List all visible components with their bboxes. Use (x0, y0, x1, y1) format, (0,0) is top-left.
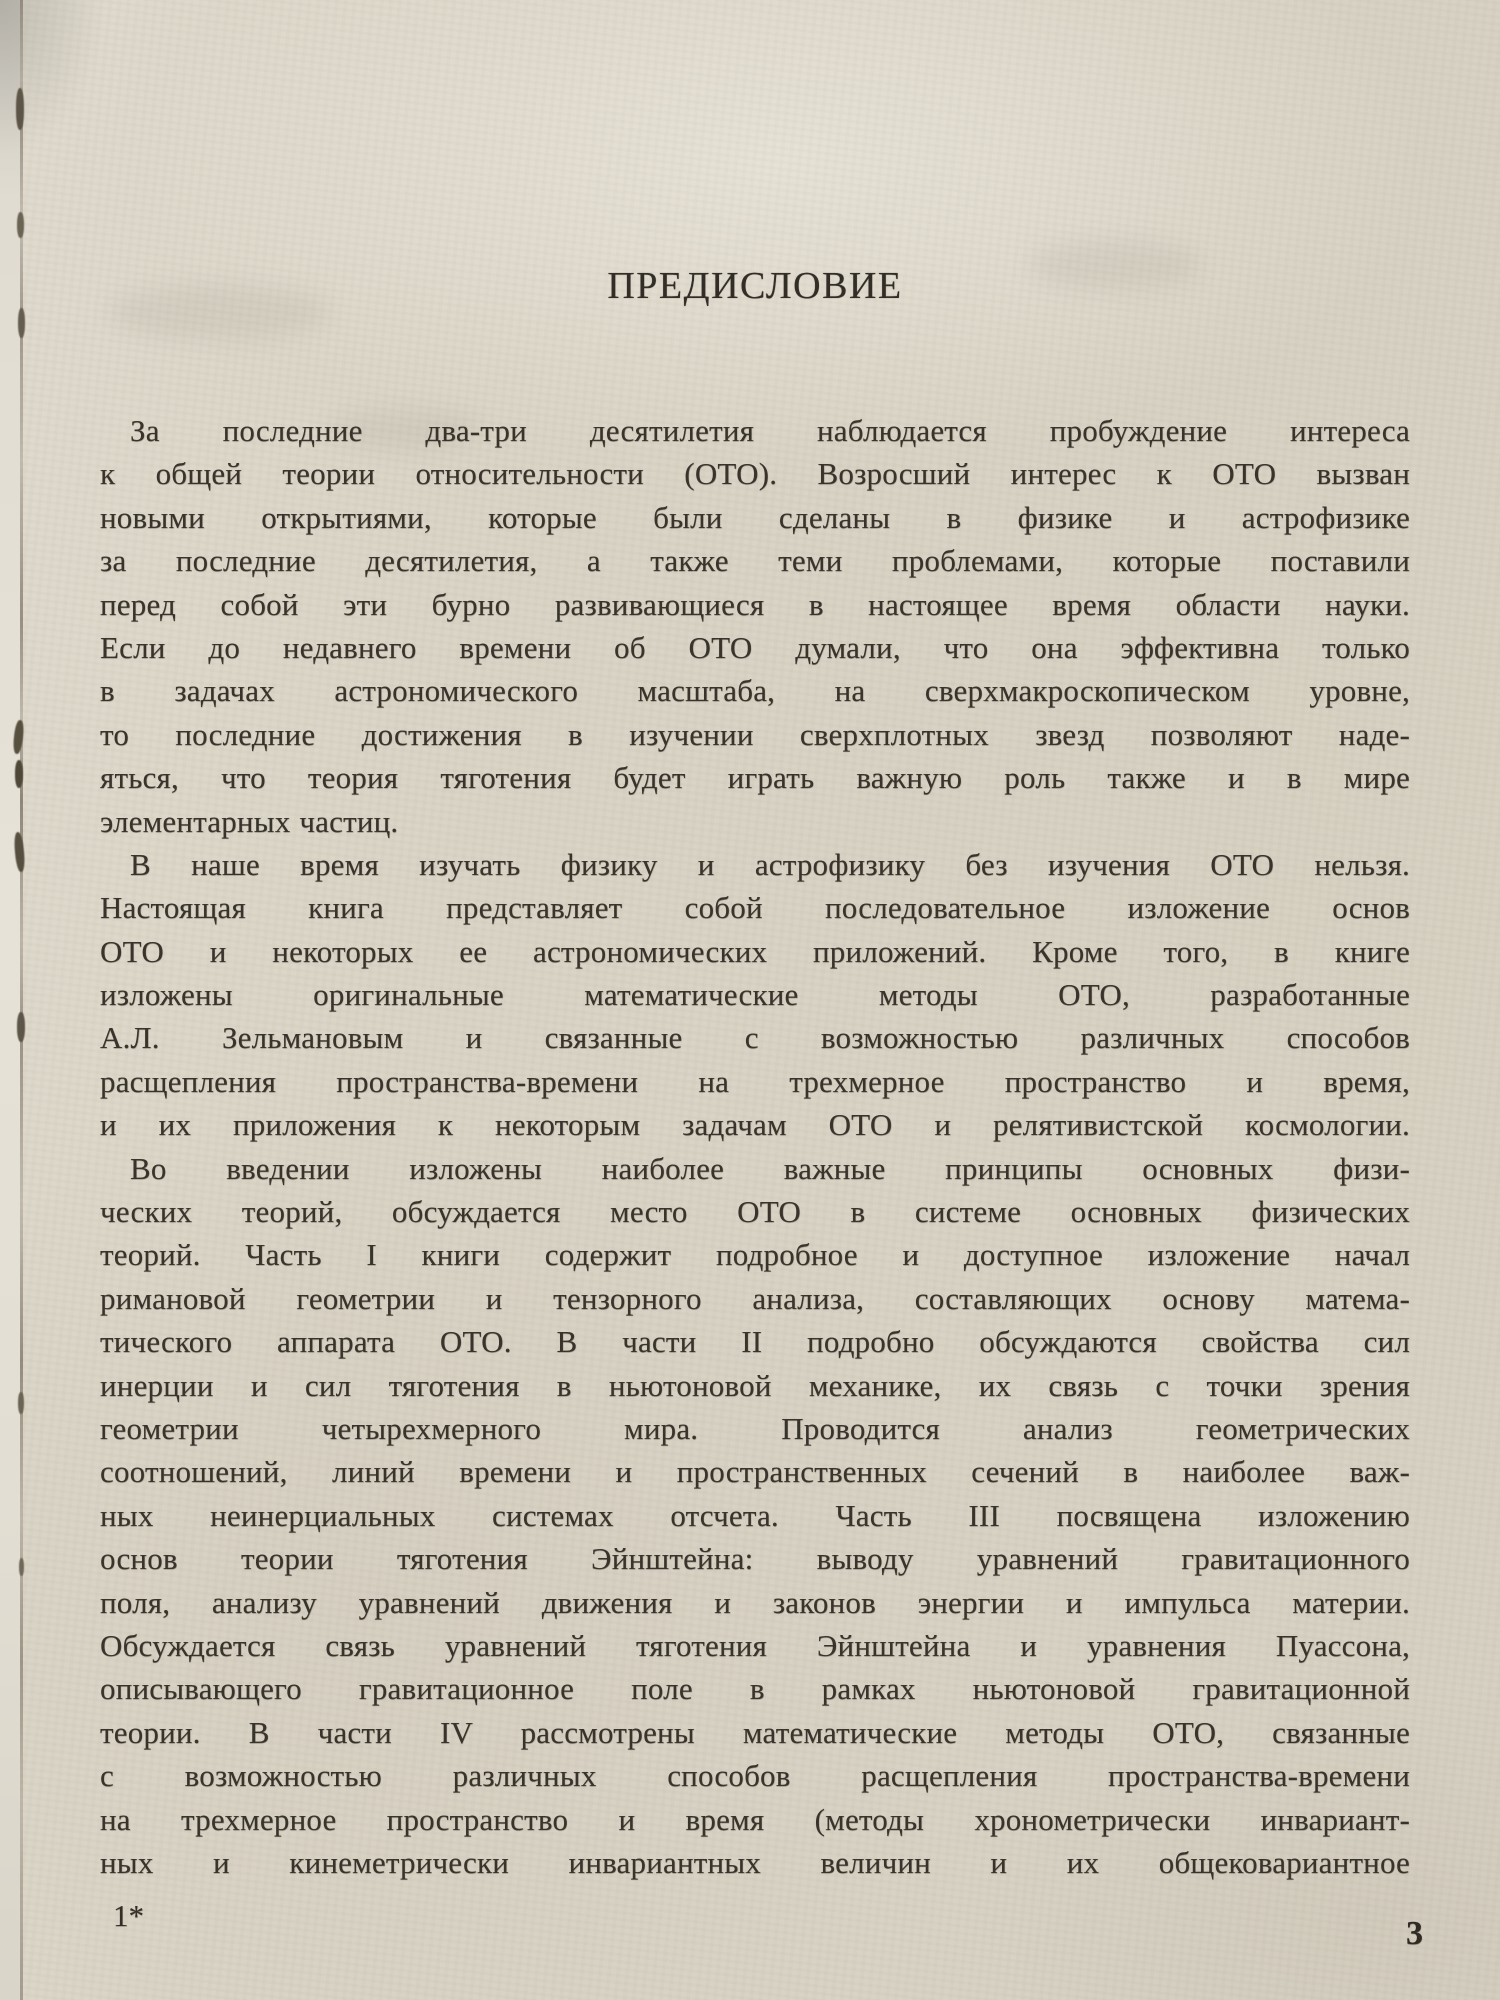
scan-artifact-knot (17, 212, 24, 238)
text-line: и их приложения к некоторым задачам ОТО и релятивистской космологии. (100, 1107, 1410, 1143)
scan-artifact-knot (18, 308, 25, 338)
text-line: Настоящая книга представляет собой последовательное изложение основ (100, 890, 1410, 926)
text-line: За последние два-три десятилетия наблюдается пробуждение интереса (130, 413, 1410, 448)
page-edge-strip (0, 0, 20, 2000)
text-line: элементарных частиц. (100, 803, 399, 839)
text-line: Если до недавнего времени об ОТО думали, что она эффективна только (100, 629, 1410, 665)
text-line: то последние достижения в изучении сверхплотных звезд позволяют наде- (100, 716, 1410, 752)
text-line: В наше время изучать физику и астрофизику без изучения ОТО нельзя. (130, 846, 1410, 882)
page-title: ПРЕДИСЛОВИЕ (607, 265, 903, 307)
text-line: к общей теории относительности (ОТО). Возросший интерес к ОТО вызван (100, 456, 1410, 492)
text-line: ческих теорий, обсуждается место ОТО в системе основных физических (100, 1194, 1410, 1230)
text-line: яться, что теория тяготения будет играть важную роль также и в мире (100, 760, 1410, 796)
text-line: теорий. Часть I книги содержит подробное и доступное изложение начал (100, 1237, 1410, 1273)
scan-artifact-knot (15, 760, 23, 788)
text-line: римановой геометрии и тензорного анализа, составляющих основу матема- (100, 1280, 1410, 1316)
scan-artifact-knot (16, 88, 24, 130)
scan-artifact-knot (19, 1558, 24, 1576)
text-line: описывающего гравитационное поле в рамках ньютоновой гравитационной (100, 1671, 1410, 1707)
text-line: основ теории тяготения Эйнштейна: выводу уравнений гравитационного (100, 1541, 1410, 1577)
text-line: новыми открытиями, которые были сделаны в физике и астрофизике (100, 499, 1410, 535)
text-line: Обсуждается связь уравнений тяготения Эйнштейна и уравнения Пуассона, (100, 1627, 1410, 1663)
text-line: с возможностью различных способов расщепления пространства-времени (100, 1758, 1410, 1794)
text-line: за последние десятилетия, а также теми проблемами, которые поставили (100, 543, 1410, 579)
page-number: 3 (1406, 1915, 1423, 1952)
text-line: ОТО и некоторых ее астрономических приложений. Кроме того, в книге (100, 933, 1410, 969)
text-line: перед собой эти бурно развивающиеся в настоящее время области науки. (100, 586, 1410, 622)
scan-artifact-knot (18, 1392, 24, 1414)
text-line: расщепления пространства-времени на трехмерное пространство и время, (100, 1063, 1410, 1099)
text-line: соотношений, линий времени и пространственных сечений в наиболее важ- (100, 1454, 1410, 1490)
scan-artifact-knot (17, 1012, 25, 1042)
text-line: инерции и сил тяготения в ньютоновой механике, их связь с точки зрения (100, 1367, 1410, 1403)
page-edge-crease (20, 0, 23, 2000)
signature-mark: 1* (113, 1898, 144, 1933)
text-line: изложены оригинальные математические методы ОТО, разработанные (100, 977, 1410, 1013)
text-line: теории. В части IV рассмотрены математические методы ОТО, связанные (100, 1714, 1410, 1750)
text-line: ных и кинеметрически инвариантных величин и их общековариантное (100, 1844, 1410, 1880)
text-line: ных неинерциальных системах отсчета. Часть III посвящена изложению (100, 1497, 1410, 1533)
text-line: А.Л. Зельмановым и связанные с возможностью различных способов (100, 1020, 1410, 1056)
text-line: тического аппарата ОТО. В части II подробно обсуждаются свойства сил (100, 1324, 1410, 1360)
text-line: Во введении изложены наиболее важные принципы основных физи- (130, 1150, 1410, 1186)
text-line: поля, анализу уравнений движения и законов энергии и импульса материи. (100, 1584, 1410, 1620)
text-line: геометрии четырехмерного мира. Проводится анализ геометрических (100, 1410, 1410, 1446)
text-block (100, 409, 1410, 1884)
text-line: в задачах астрономического масштаба, на сверхмакроскопическом уровне, (100, 673, 1410, 709)
text-line: на трехмерное пространство и время (методы хронометрически инвариант- (100, 1801, 1410, 1837)
